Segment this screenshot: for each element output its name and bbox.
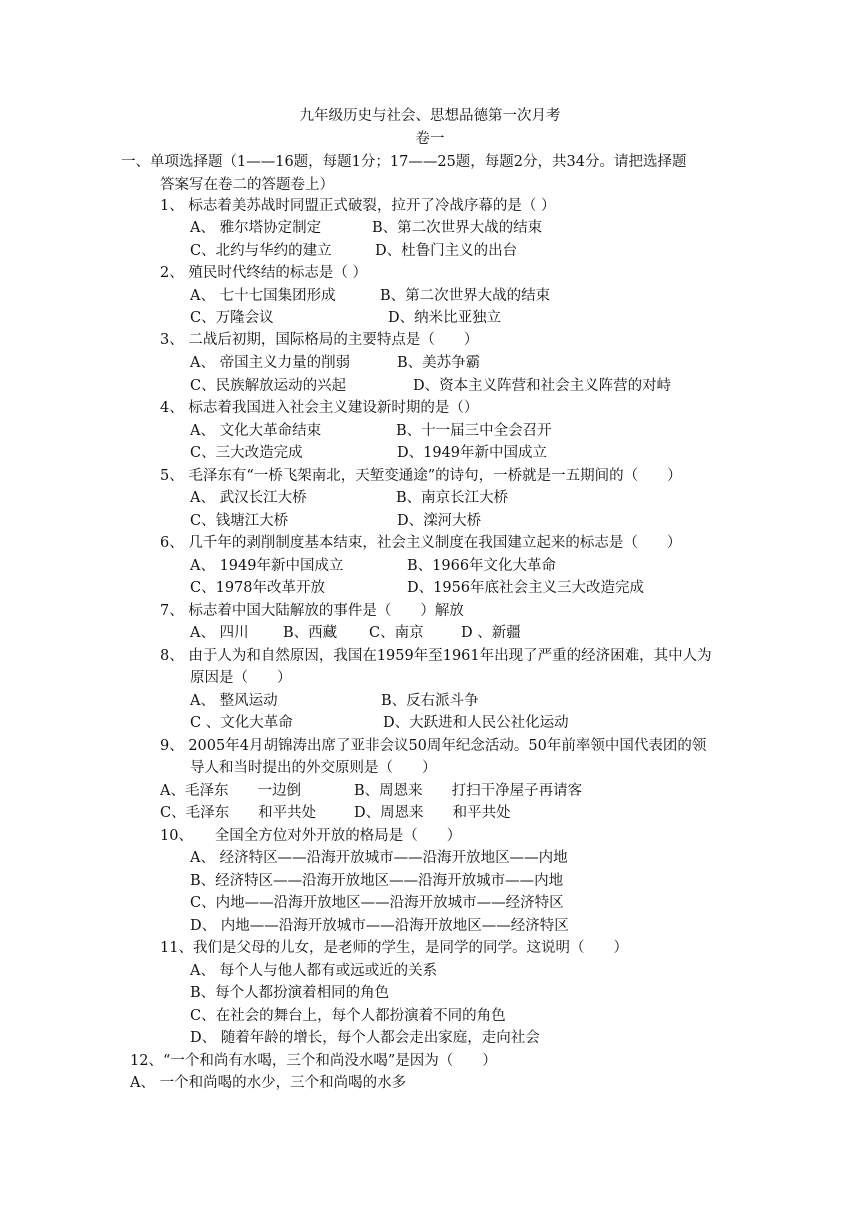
section-heading-line-2: 答案写在卷二的答题卷上）: [160, 177, 334, 193]
question-3-stem: 3、 二战后初期，国际格局的主要特点是（ ）: [160, 332, 479, 348]
question-7-option-d: D 、新疆: [461, 625, 521, 641]
question-8-option-d: D、大跃进和人民公社化运动: [383, 715, 569, 731]
question-9-option-b: B、周恩来 打扫干净屋子再请客: [354, 783, 583, 799]
question-4-option-b: B、十一届三中全会召开: [396, 423, 552, 439]
question-8-option-a: A、 整风运动: [190, 693, 278, 709]
question-3-option-a: A、 帝国主义力量的削弱: [190, 355, 351, 371]
question-6-stem: 6、 几千年的剥削制度基本结束，社会主义制度在我国建立起来的标志是（ ）: [160, 535, 682, 551]
question-12-option-a: A、 一个和尚喝的水少，三个和尚喝的水多: [130, 1075, 407, 1091]
question-1-option-d: D、杜鲁门主义的出台: [375, 243, 518, 259]
question-7-option-b: B、西藏: [283, 625, 338, 641]
question-2-option-d: D、纳米比亚独立: [388, 310, 502, 326]
question-1-stem: 1、 标志着美苏战时同盟正式破裂，拉开了冷战序幕的是（ ）: [160, 198, 556, 214]
question-5-option-d: D、滦河大桥: [397, 513, 482, 529]
question-5-option-a: A、 武汉长江大桥: [190, 490, 307, 506]
question-5-stem: 5、 毛泽东有“一桥飞架南北，天堑变通途”的诗句，一桥就是一五期间的（ ）: [160, 468, 682, 484]
page-subtitle: 卷一: [415, 131, 445, 147]
question-12-stem: 12、“一个和尚有水喝，三个和尚没水喝”是因为（ ）: [130, 1053, 497, 1069]
question-2-option-b: B、第二次世界大战的结束: [380, 288, 551, 304]
question-7-option-c: C、南京: [369, 625, 424, 641]
question-6-option-d: D、1956年底社会主义三大改造完成: [407, 580, 645, 596]
question-9-option-c: C、毛泽东 和平共处: [160, 805, 317, 821]
question-11-option-d: D、 随着年龄的增长，每个人都会走出家庭，走向社会: [190, 1030, 540, 1046]
question-8-stem-line-1: 8、 由于人为和自然原因，我国在1959年至1961年出现了严重的经济困难，其中人为: [160, 648, 712, 664]
question-3-option-c: C、民族解放运动的兴起: [190, 378, 347, 394]
question-9-stem-line-1: 9、 2005年4月胡锦涛出席了亚非会议50周年纪念活动。50年前率领中国代表团的领: [160, 738, 707, 754]
question-8-stem-line-2: 原因是（ ）: [190, 670, 292, 686]
question-10-option-d: D、 内地——沿海开放城市——沿海开放地区——经济特区: [190, 918, 569, 934]
question-6-option-c: C、1978年改革开放: [190, 580, 325, 596]
question-2-option-c: C、万隆会议: [190, 310, 274, 326]
question-3-option-d: D、资本主义阵营和社会主义阵营的对峙: [413, 378, 672, 394]
question-5-option-b: B、南京长江大桥: [396, 490, 509, 506]
question-10-option-a: A、 经济特区——沿海开放城市——沿海开放地区——内地: [190, 850, 568, 866]
question-3-option-b: B、美苏争霸: [397, 355, 481, 371]
question-10-option-c: C、内地——沿海开放地区——沿海开放城市——经济特区: [190, 895, 564, 911]
question-11-option-b: B、每个人都扮演着相同的角色: [190, 985, 390, 1001]
question-11-stem: 11、我们是父母的儿女，是老师的学生，是同学的同学。这说明（ ）: [160, 940, 628, 956]
question-5-option-c: C、钱塘江大桥: [190, 513, 289, 529]
question-2-stem: 2、 殖民时代终结的标志是（ ）: [160, 265, 367, 281]
question-11-option-c: C、在社会的舞台上，每个人都扮演着不同的角色: [190, 1008, 506, 1024]
question-10-option-b: B、经济特区——沿海开放地区——沿海开放城市——内地: [190, 873, 564, 889]
question-9-stem-line-2: 导人和当时提出的外交原则是（ ）: [190, 760, 437, 776]
question-2-option-a: A、 七十七国集团形成: [190, 288, 336, 304]
question-4-option-c: C、三大改造完成: [190, 445, 303, 461]
question-9-option-a: A、毛泽东 一边倒: [160, 783, 301, 799]
question-1-option-b: B、第二次世界大战的结束: [372, 220, 543, 236]
question-8-option-b: B、反右派斗争: [381, 693, 479, 709]
question-6-option-a: A、 1949年新中国成立: [190, 558, 344, 574]
question-4-option-d: D、1949年新中国成立: [397, 445, 548, 461]
page-title: 九年级历史与社会、思想品德第一次月考: [299, 108, 561, 124]
question-9-option-d: D、周恩来 和平共处: [354, 805, 511, 821]
question-7-stem: 7、 标志着中国大陆解放的事件是（ ）解放: [160, 603, 464, 619]
question-1-option-a: A、 雅尔塔协定制定: [190, 220, 322, 236]
question-11-option-a: A、 每个人与他人都有或远或近的关系: [190, 963, 438, 979]
question-6-option-b: B、1966年文化大革命: [407, 558, 557, 574]
question-7-option-a: A、 四川: [190, 625, 249, 641]
section-heading-line-1: 一、单项选择题（1——16题，每题1分；17——25题，每题2分，共34分。请把选择题: [121, 154, 687, 170]
question-8-option-c: C 、文化大革命: [190, 715, 293, 731]
question-10-stem: 10、 全国全方位对外开放的格局是（ ）: [160, 828, 462, 844]
question-1-option-c: C、北约与华约的建立: [190, 243, 332, 259]
question-4-stem: 4、 标志着我国进入社会主义建设新时期的是（）: [160, 400, 479, 416]
question-4-option-a: A、 文化大革命结束: [190, 423, 322, 439]
